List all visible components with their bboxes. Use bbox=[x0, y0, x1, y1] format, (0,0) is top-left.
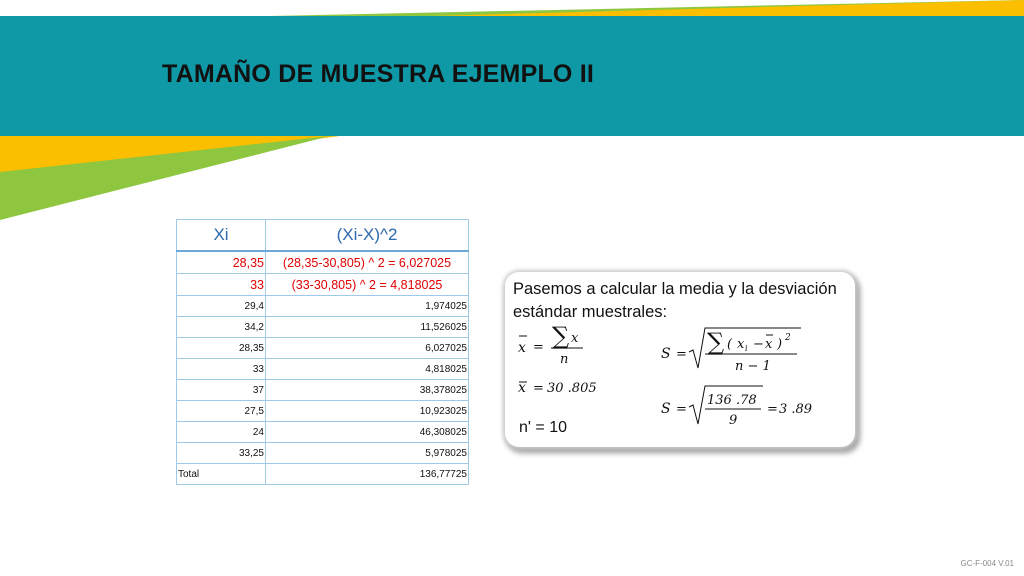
table-row bbox=[177, 317, 469, 338]
svg-text:=: = bbox=[767, 402, 778, 417]
n-prime-text: n' = 10 bbox=[519, 419, 567, 436]
std-dev-formula bbox=[661, 328, 801, 374]
mean-value-text: 30 .805 bbox=[547, 381, 597, 396]
n-minus-one: n − 1 bbox=[735, 359, 771, 374]
svg-text:S: S bbox=[661, 346, 671, 362]
xi-cell: 37 bbox=[177, 380, 266, 401]
highlight-xi: 28,35 bbox=[177, 251, 266, 274]
table-header-row bbox=[177, 220, 469, 252]
svg-text:x: x bbox=[765, 337, 773, 352]
svg-text:x: x bbox=[737, 337, 745, 352]
xi-cell: 34,2 bbox=[177, 317, 266, 338]
highlight-formula: (28,35-30,805) ^ 2 = 6,027025 bbox=[266, 251, 469, 274]
table-row bbox=[177, 296, 469, 317]
footer-code: GC-F-004 V.01 bbox=[960, 559, 1014, 568]
xi-cell: 24 bbox=[177, 422, 266, 443]
column-header-xi: Xi bbox=[177, 220, 266, 252]
data-table bbox=[176, 219, 469, 485]
xi-cell: 28,35 bbox=[177, 338, 266, 359]
svg-text:x: x bbox=[518, 340, 526, 356]
table-row bbox=[177, 443, 469, 464]
std-dev-value bbox=[661, 386, 812, 428]
deviation-cell: 46,308025 bbox=[266, 422, 469, 443]
deviation-cell: 10,923025 bbox=[266, 401, 469, 422]
table-row bbox=[177, 359, 469, 380]
svg-text:2: 2 bbox=[785, 333, 791, 343]
svg-text:∑: ∑ bbox=[552, 322, 570, 350]
svg-text:n: n bbox=[560, 352, 569, 367]
xi-cell: 33 bbox=[177, 359, 266, 380]
svg-text:∑: ∑ bbox=[707, 328, 725, 356]
column-header-squared-deviation: (Xi-X)^2 bbox=[266, 220, 469, 252]
deviation-cell: 4,818025 bbox=[266, 359, 469, 380]
highlight-xi: 33 bbox=[177, 274, 266, 296]
table-row bbox=[177, 338, 469, 359]
highlight-row bbox=[177, 274, 469, 296]
svg-text:): ) bbox=[777, 337, 783, 352]
svg-text:=: = bbox=[676, 402, 687, 417]
table-row bbox=[177, 401, 469, 422]
s-denominator: 9 bbox=[729, 413, 738, 428]
deviation-cell: 6,027025 bbox=[266, 338, 469, 359]
deviation-cell: 1,974025 bbox=[266, 296, 469, 317]
svg-text:=: = bbox=[676, 347, 687, 362]
card-intro: Pasemos a calcular la media y la desviación estándar muestrales: bbox=[513, 280, 837, 321]
svg-text:(: ( bbox=[727, 337, 733, 352]
svg-text:x: x bbox=[571, 331, 579, 346]
svg-text:x: x bbox=[518, 380, 526, 396]
svg-text:=: = bbox=[533, 381, 544, 396]
xi-cell: 33,25 bbox=[177, 443, 266, 464]
deviation-cell: 11,526025 bbox=[266, 317, 469, 338]
xi-cell: 29,4 bbox=[177, 296, 266, 317]
mean-value bbox=[518, 380, 597, 396]
total-label: Total bbox=[177, 464, 266, 485]
highlight-formula: (33-30,805) ^ 2 = 4,818025 bbox=[266, 274, 469, 296]
svg-text:−: − bbox=[753, 337, 764, 352]
table-row bbox=[177, 422, 469, 443]
highlight-row bbox=[177, 251, 469, 274]
deviation-cell: 38,378025 bbox=[266, 380, 469, 401]
table-row bbox=[177, 380, 469, 401]
svg-text:=: = bbox=[533, 340, 544, 355]
formula-graphics bbox=[505, 272, 855, 447]
total-row bbox=[177, 464, 469, 485]
xi-cell: 27,5 bbox=[177, 401, 266, 422]
s-numerator: 136 .78 bbox=[707, 393, 757, 408]
svg-text:i: i bbox=[745, 344, 748, 353]
slide-title: TAMAÑO DE MUESTRA EJEMPLO II bbox=[162, 60, 595, 88]
formula-card bbox=[505, 272, 855, 447]
svg-text:S: S bbox=[661, 401, 671, 417]
s-value-text: 3 .89 bbox=[779, 402, 813, 417]
total-value: 136,77725 bbox=[266, 464, 469, 485]
mean-formula bbox=[518, 322, 583, 367]
deviation-cell: 5,978025 bbox=[266, 443, 469, 464]
